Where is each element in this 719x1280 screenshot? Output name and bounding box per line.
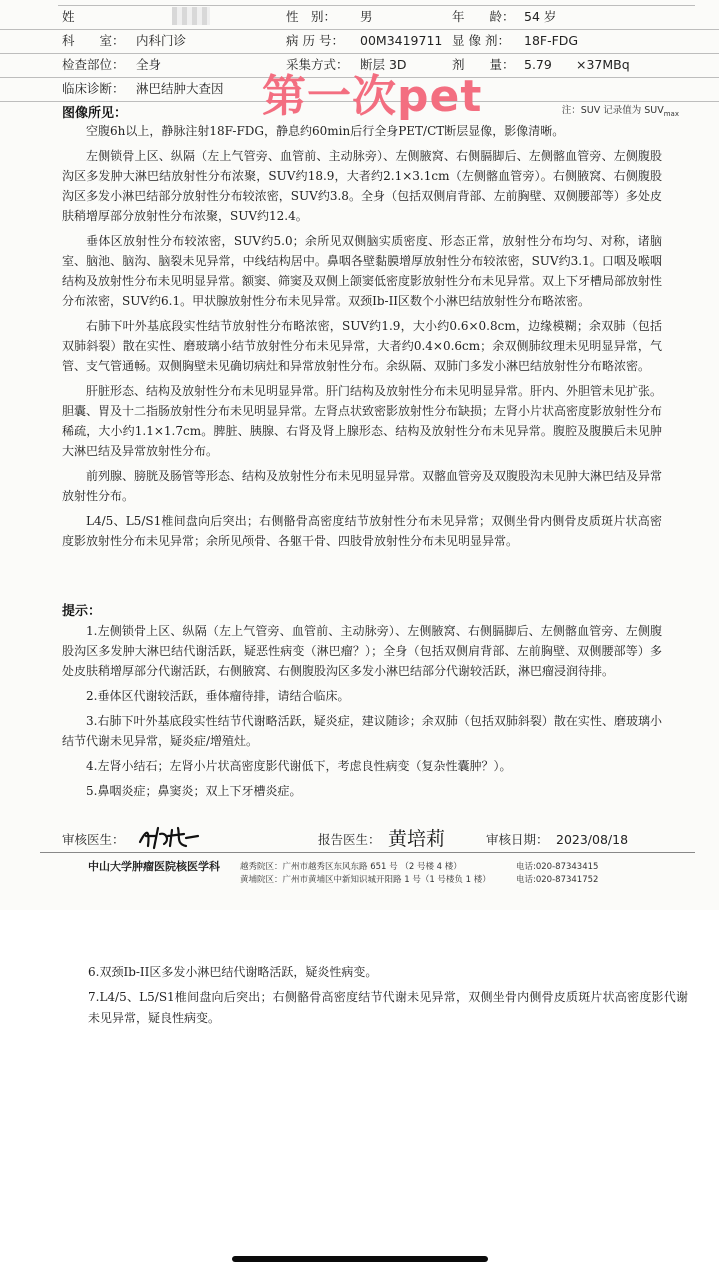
- campus-phone-1: 电话:020-87343415: [516, 862, 599, 872]
- record-label: 病 历 号：: [286, 33, 344, 48]
- diagnosis-value: 淋巴结肿大查因: [136, 81, 224, 96]
- tip-item: 4.左肾小结石；左肾小片状高密度影代谢低下，考虑良性病变（复杂性囊肿？）。: [86, 759, 512, 773]
- tip-item: 7.L4/5、L5/S1椎间盘向后突出；右侧骼骨高密度结节代谢未见异常，双侧坐骨内侧骨皮质斑片状高密度影代谢未见异常，疑良性病变。: [88, 990, 688, 1025]
- tip-item: 1.左侧锁骨上区、纵隔（左上气管旁、血管前、主动脉旁）、左侧腋窝、右侧膈脚后、左侧髂血管旁、左侧腹股沟区多发肿大淋巴结代谢活跃，疑恶性病变（淋巴瘤？）；全身（包括双侧肩背部、左前胸壁、双侧腰部等）多处皮肤稍增厚部分代谢活跃，右侧腋窝、右侧腹股沟区多发小淋巴结部分代谢较活跃，淋巴瘤浸润待排。: [62, 624, 662, 678]
- reporter-label: 报告医生：: [318, 832, 381, 847]
- signature-row: [0, 828, 719, 852]
- report-page-2: [88, 962, 688, 1033]
- findings-paragraph: 垂体区放射性分布较浓密，SUV约5.0；余所见双侧脑实质密度、形态正常，放射性分布均匀、对称，诸脑室、脑池、脑沟、脑裂未见异常，中线结构居中。鼻咽各壁黏膜增厚放射性分布较浓密，SUV约3.1。口咽及喉咽结构及放射性分布未见明显异常。额窦、筛窦及双侧上颌窦低密度影放射性分布未见异常。双上下牙槽局部放射性分布浓密，SUV约6.1。甲状腺放射性分布未见异常。双颈Ib-II区数个小淋巴结放射性分布略浓密。: [62, 234, 663, 308]
- redacted-name: [172, 7, 210, 25]
- part-label: 检查部位：: [62, 57, 125, 72]
- review-date-value: 2023/08/18: [556, 832, 629, 847]
- record-value: 00M3419711: [360, 33, 443, 48]
- tips-title: 提示：: [62, 604, 102, 619]
- dept-value: 内科门诊: [136, 33, 187, 48]
- findings-title: 图像所见：: [62, 106, 128, 121]
- age-value: 54 岁: [524, 9, 557, 24]
- reporter-signature-name: 黄培莉: [388, 828, 446, 850]
- suv-note-subscript: max: [663, 109, 679, 118]
- dose-unit: ×37MBq: [576, 57, 630, 72]
- campus-address-1: 越秀院区：广州市越秀区东风东路 651 号 （2 号楼 4 楼）: [240, 862, 462, 872]
- tip-item: 2.垂体区代谢较活跃，垂体瘤待排，请结合临床。: [86, 689, 350, 703]
- sex-value: 男: [360, 9, 373, 24]
- reviewer-label: 审核医生：: [62, 832, 125, 847]
- age-label: 年 龄：: [452, 9, 515, 24]
- agent-value: 18F-FDG: [524, 33, 579, 48]
- method-value: 断层 3D: [360, 57, 407, 72]
- reviewer-signature: [136, 822, 206, 852]
- suv-note: [562, 102, 679, 118]
- home-indicator-bar[interactable]: [232, 1256, 488, 1262]
- part-value: 全身: [136, 57, 162, 72]
- tip-item: 6.双颈Ib-II区多发小淋巴结代谢略活跃，疑炎性病变。: [88, 965, 378, 979]
- dose-label: 剂 量：: [452, 57, 515, 72]
- agent-label: 显 像 剂：: [452, 33, 510, 48]
- footer-divider: [40, 852, 695, 853]
- campus-address-2: 黄埔院区：广州市黄埔区中新知识城开阳路 1 号（1 号楼负 1 楼）: [240, 875, 491, 885]
- method-label: 采集方式：: [286, 57, 349, 72]
- findings-paragraph: 左侧锁骨上区、纵隔（左上气管旁、血管前、主动脉旁）、左侧腋窝、右侧膈脚后、左侧髂血管旁、左侧腹股沟区多发肿大淋巴结放射性分布浓聚，SUV约18.9，大者约2.1×3.1cm（左侧髂血管旁）。右侧腋窝、右侧腹股沟区多发小淋巴结部分放射性分布较浓密，SUV约3.8。全身（包括双侧肩背部、左前胸壁、双侧腰部等）多处皮肤稍增厚部分放射性分布浓聚，SUV约12.4。: [62, 149, 662, 223]
- dose-value: 5.79: [524, 57, 552, 72]
- findings-paragraph: 肝脏形态、结构及放射性分布未见明显异常。肝门结构及放射性分布未见明显异常。肝内、外胆管未见扩张。胆囊、胃及十二指肠放射性分布未见明显异常。左肾点状致密影放射性分布缺损；左肾小片状高密度影放射性分布稀疏，大小约1.1×1.7cm。脾脏、胰腺、右肾及肾上腺形态、结构及放射性分布未见异常。腹腔及腹膜后未见肿大淋巴结及异常放射性分布。: [62, 384, 663, 458]
- review-date-label: 审核日期：: [486, 832, 549, 847]
- name-label: 姓: [62, 9, 75, 24]
- findings-body: [62, 121, 662, 556]
- tips-list: [62, 621, 662, 806]
- sex-label: 性 别：: [286, 9, 337, 24]
- suv-note-text: 注：SUV 记录值为 SUV: [561, 105, 664, 116]
- findings-paragraph: L4/5、L5/S1椎间盘向后突出；右侧骼骨高密度结节放射性分布未见异常；双侧坐骨内侧骨皮质斑片状高密度影放射性分布未见异常；余所见颅骨、各躯干骨、四肢骨放射性分布未见明显异常。: [62, 514, 662, 548]
- findings-paragraph: 右肺下叶外基底段实性结节放射性分布略浓密，SUV约1.9，大小约0.6×0.8cm，边缘模糊；余双肺（包括双肺斜裂）散在实性、磨玻璃小结节放射性分布未见异常，大者约0.4×0.6cm；余双侧肺纹理未见明显异常，气管、支气管通畅。双侧胸壁未见确切病灶和异常放射性分布。余纵隔、双肺门多发小淋巴结放射性分布略浓密。: [62, 319, 662, 373]
- first-pet-annotation: 第一次pet: [262, 71, 483, 122]
- dept-label: 科 室：: [62, 33, 125, 48]
- tip-item: 3.右肺下叶外基底段实性结节代谢略活跃，疑炎症，建议随诊；余双肺（包括双肺斜裂）散在实性、磨玻璃小结节代谢未见异常，疑炎症/增殖灶。: [62, 714, 662, 748]
- campus-phone-2: 电话:020-87341752: [516, 875, 599, 885]
- findings-paragraph: 前列腺、膀胱及肠管等形态、结构及放射性分布未见明显异常。双髂血管旁及双腹股沟未见肿大淋巴结及异常放射性分布。: [62, 469, 663, 503]
- header-row-dept: [0, 29, 719, 54]
- findings-paragraph: 空腹6h以上，静脉注射18F-FDG，静息约60min后行全身PET/CT断层显像，影像清晰。: [86, 124, 565, 138]
- diagnosis-label: 临床诊断：: [62, 81, 125, 96]
- tip-item: 5.鼻咽炎症；鼻窦炎；双上下牙槽炎症。: [86, 784, 302, 798]
- header-row-name: [0, 5, 719, 30]
- hospital-department: 中山大学肿瘤医院核医学科: [88, 860, 220, 873]
